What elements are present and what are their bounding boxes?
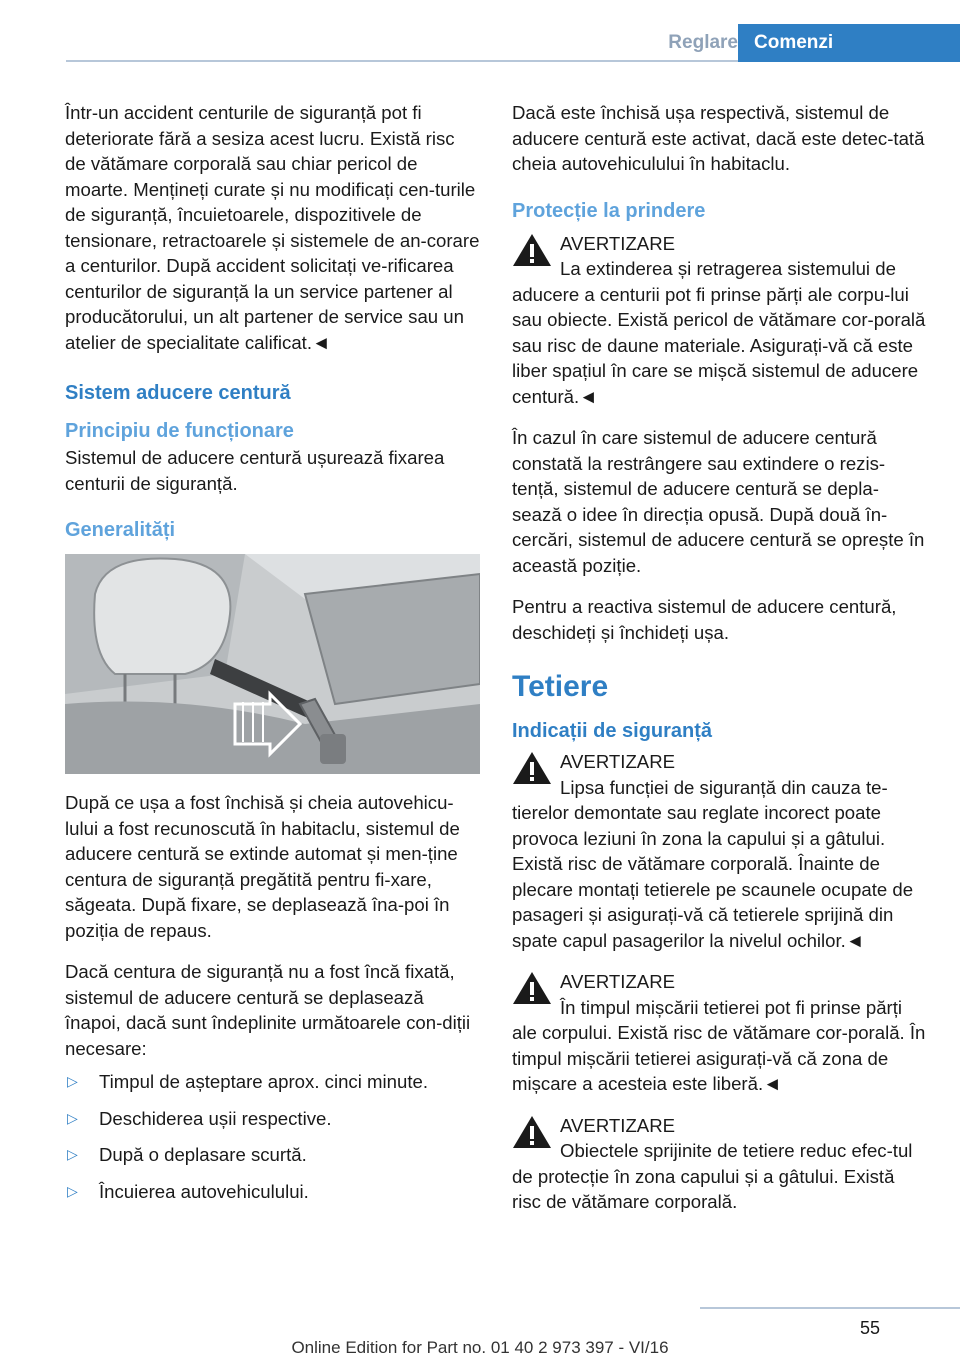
warning-body: La extinderea și retragerea sistemului de aducere a centurii pot fi prinse părți ale corpu‐lui sau obiecte. Există pericol de vătămare cor‐porală sau risc de daune materiale. Asigurați-vă că este liber spațiul în care se mișcă sistemul de aducere centură.◄ (512, 258, 926, 407)
warning-block (512, 749, 928, 953)
list-item: ▷ După o deplasare scurtă. (65, 1142, 480, 1168)
list-item: ▷ Timpul de așteptare aprox. cinci minute. (65, 1069, 480, 1095)
warning-title: AVERTIZARE (560, 1114, 676, 1136)
heading-principle: Principiu de funcționare (65, 420, 294, 442)
list-item: ▷ Încuierea autovehiculului. (65, 1179, 480, 1205)
seatbelt-photo (65, 554, 480, 774)
tab-comenzi[interactable]: Comenzi (738, 24, 960, 62)
resistance-paragraph: În cazul în care sistemul de aducere centură constată la restrângere sau extindere o rezis‐tență, sistemul de aducere centură se depla‐sează o idee în direcția opusă. După două în‐cercări, sistemul de aducere centură se oprește în această poziție. (512, 427, 925, 576)
intro-paragraph: Într-un accident centurile de siguranță pot fi deteriorate fără a sesiza acest lucru. Există risc de vătămare corporală sau chiar pericol de moarte. Mențineți curate și nu modificați cen‐turile de siguranță, încuietoarele, dispozitivele de tensionare, retractoarele și sistemele de an‐corare a centurilor. După accident solicitați ve‐rificarea centurilor de siguranță la un service partener al producătorului, un alt partener de service sau un atelier de specialitate calificat.◄ (65, 102, 480, 353)
edition-footer: Online Edition for Part no. 01 40 2 973 397 - VI/16 (291, 1338, 669, 1357)
if-not-fixed-paragraph: Dacă centura de siguranță nu a fost încă fixată, sistemul de aducere centură se deplasează înapoi, dacă sunt îndeplinite următoarele con‐diții necesare: (65, 961, 471, 1059)
conditions-list (65, 1069, 480, 1204)
heading-general: Generalități (65, 519, 176, 541)
warning-block (512, 969, 928, 1097)
right-column (512, 100, 928, 1231)
seatbelt-illustration (65, 554, 480, 774)
warning-block (512, 231, 928, 410)
heading-safety: Indicații de siguranță (512, 720, 713, 742)
tab-reglare[interactable]: Reglare (668, 32, 738, 53)
heading-headrests: Tetiere (512, 670, 609, 703)
warning-title: AVERTIZARE (560, 232, 676, 254)
warning-triangle-icon (512, 233, 552, 267)
after-photo-paragraph: După ce ușa a fost închisă și cheia autovehicu‐lului a fost recunoscută în habitaclu, sistemul de aducere centură se extinde automat și men‐ține centura de siguranță pregătită pentru fi‐xare, săgeata. După fixare, se deplasează îna‐poi în poziția de repaus. (65, 792, 460, 941)
triangle-bullet-icon: ▷ (67, 1109, 78, 1126)
warning-title: AVERTIZARE (560, 971, 676, 992)
page-number: 55 (860, 1318, 881, 1338)
warning-body: În timpul mișcării tetierei pot fi prinse părți ale corpului. Există risc de vătămare cor‐porală. În timpul mișcării tetierei asigurați-vă că zona de mișcare a acesteia este liberă.◄ (512, 996, 926, 1094)
reactivate-paragraph: Pentru a reactiva sistemul de aducere centură, deschideți și închideți ușa. (512, 596, 897, 643)
triangle-bullet-icon: ▷ (67, 1182, 78, 1199)
triangle-bullet-icon: ▷ (67, 1073, 78, 1089)
heading-protection: Protecție la prindere (512, 199, 706, 222)
warning-triangle-icon (512, 971, 552, 1005)
principle-paragraph: Sistemul de aducere centură ușurează fixarea centurii de siguranță. (65, 447, 445, 494)
footer-divider (700, 1307, 960, 1309)
list-item: ▷ Deschiderea ușii respective. (65, 1106, 480, 1132)
warning-body: Obiectele sprijinite de tetiere reduc efec‐tul de protecție în zona capului și a gâtului. Există risc de vătămare corporală. (512, 1140, 913, 1212)
left-column (65, 100, 480, 1215)
warning-triangle-icon (512, 1115, 552, 1149)
triangle-bullet-icon: ▷ (67, 1146, 78, 1162)
warning-block (512, 1113, 928, 1215)
warning-body: Lipsa funcției de siguranță din cauza te‐tierelor demontate sau reglate incorect poate provoca leziuni în zona la capului și a gâtului. Există risc de vătămare corporală. Înainte de plecare montați tetierele pe scaunele ocupate de pasageri și asigurați-vă că tetierele sprijină din spate capul pasagerilor la nivelul ochilor.◄ (512, 776, 914, 951)
warning-triangle-icon (512, 751, 552, 785)
heading-system: Sistem aducere centură (65, 382, 291, 404)
door-paragraph: Dacă este închisă ușa respectivă, sistemul de aducere centură este activat, dacă este detec‐tată cheia autovehiculului în habitaclu. (512, 102, 925, 174)
warning-title: AVERTIZARE (560, 751, 676, 772)
